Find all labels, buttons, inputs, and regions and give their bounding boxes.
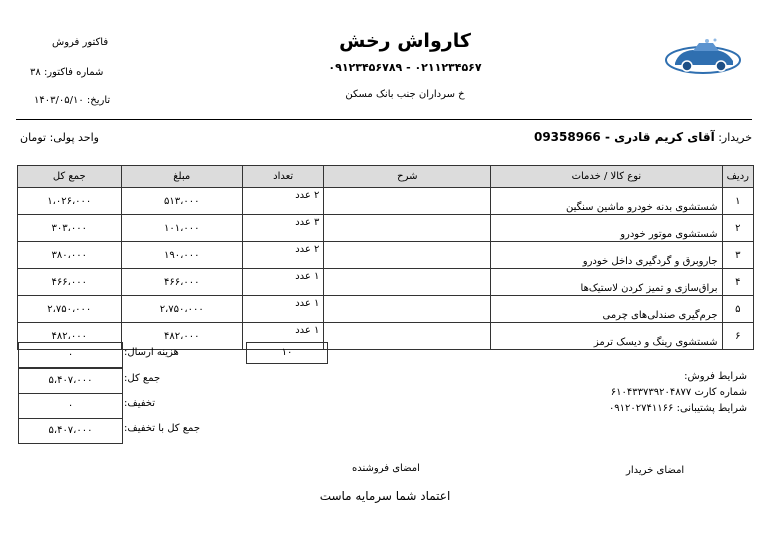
row-total: ۳۸۰،۰۰۰ bbox=[18, 242, 122, 269]
row-number: ۵ bbox=[722, 296, 753, 323]
row-item: جرم‌گیری صندلی‌های چرمی bbox=[491, 296, 722, 323]
subtotal-label: جمع کل: bbox=[124, 373, 161, 384]
currency-value: تومان bbox=[20, 131, 47, 144]
row-total: ۴۸۲،۰۰۰ bbox=[18, 323, 122, 350]
invoice-number-value: ۳۸ bbox=[30, 67, 41, 78]
row-amount: ۵۱۳،۰۰۰ bbox=[121, 188, 242, 215]
header-divider bbox=[16, 119, 752, 120]
grand-total-value: ۵،۴۰۷،۰۰۰ bbox=[18, 418, 123, 444]
invoice-date-value: ۱۴۰۳/۰۵/۱۰ bbox=[34, 95, 84, 106]
table-header-row bbox=[18, 166, 754, 188]
header-desc: شرح bbox=[324, 166, 491, 188]
row-item: براق‌سازی و تمیز کردن لاستیک‌ها bbox=[491, 269, 722, 296]
company-phones: ۰۹۱۲۳۴۵۶۷۸۹ - ۰۲۱۱۲۳۴۵۶۷ bbox=[328, 61, 482, 74]
invoice-number bbox=[30, 67, 103, 78]
shipping-label: هزینه ارسال: bbox=[124, 347, 179, 358]
row-item: شستشوی بدنه خودرو ماشین سنگین bbox=[491, 188, 722, 215]
row-total: ۳۰۳،۰۰۰ bbox=[18, 215, 122, 242]
document-type: فاکتور فروش bbox=[52, 37, 109, 48]
row-number: ۶ bbox=[722, 323, 753, 350]
items-table bbox=[17, 165, 754, 350]
grand-total-label: جمع کل با تخفیف: bbox=[124, 423, 201, 434]
row-desc bbox=[324, 269, 491, 296]
table-row bbox=[18, 188, 754, 215]
discount-value: ۰ bbox=[18, 393, 123, 419]
header-amount: مبلغ bbox=[121, 166, 242, 188]
header-qty: تعداد bbox=[242, 166, 324, 188]
row-qty: ۲ عدد bbox=[242, 188, 324, 215]
currency-info bbox=[20, 131, 99, 144]
row-desc bbox=[324, 323, 491, 350]
row-item: شستشوی رینگ و دیسک ترمز bbox=[491, 323, 722, 350]
terms-card: شماره کارت ۶۱۰۴۳۳۷۳۹۲۰۴۸۷۷ bbox=[610, 387, 747, 398]
row-total: ۴۶۶،۰۰۰ bbox=[18, 269, 122, 296]
shipping-cost: ۰ bbox=[18, 342, 123, 368]
row-qty: ۱ عدد bbox=[242, 296, 324, 323]
row-number: ۳ bbox=[722, 242, 753, 269]
invoice-date bbox=[34, 95, 110, 106]
seller-signature: امضای فروشنده bbox=[352, 463, 420, 474]
row-number: ۴ bbox=[722, 269, 753, 296]
currency-label: واحد پولی: bbox=[49, 131, 99, 144]
header-total: جمع کل bbox=[18, 166, 122, 188]
invoice-date-label: تاریخ: bbox=[86, 95, 111, 106]
row-total: ۱،۰۲۶،۰۰۰ bbox=[18, 188, 122, 215]
header-row: ردیف bbox=[722, 166, 753, 188]
row-number: ۱ bbox=[722, 188, 753, 215]
buyer-info bbox=[534, 130, 752, 144]
company-title: کارواش رخش bbox=[339, 30, 471, 52]
row-amount: ۴۶۶،۰۰۰ bbox=[121, 269, 242, 296]
row-desc bbox=[324, 242, 491, 269]
row-amount: ۱۰۱،۰۰۰ bbox=[121, 215, 242, 242]
buyer-signature: امضای خریدار bbox=[626, 465, 685, 476]
terms-support: شرایط پشتیبانی: ۰۹۱۲۰۲۷۴۱۱۶۶ bbox=[608, 403, 747, 414]
table-row bbox=[18, 269, 754, 296]
terms-title: شرایط فروش: bbox=[684, 371, 747, 382]
table-row bbox=[18, 242, 754, 269]
header-item: نوع کالا / خدمات bbox=[491, 166, 722, 188]
company-address: خ سرداران جنب بانک مسکن bbox=[345, 89, 465, 100]
row-amount: ۴۸۲،۰۰۰ bbox=[121, 323, 242, 350]
table-row bbox=[18, 215, 754, 242]
discount-label: تخفیف: bbox=[124, 398, 156, 409]
footer-slogan: اعتماد شما سرمایه ماست bbox=[319, 489, 451, 503]
table-row bbox=[18, 323, 754, 350]
row-desc bbox=[324, 296, 491, 323]
row-item: جاروبرق و گردگیری داخل خودرو bbox=[491, 242, 722, 269]
buyer-name: آقای کریم قادری - 09358966 bbox=[533, 130, 715, 144]
row-desc bbox=[324, 188, 491, 215]
quantity-total: ۱۰ bbox=[246, 342, 328, 364]
table-row bbox=[18, 296, 754, 323]
row-qty: ۲ عدد bbox=[242, 242, 324, 269]
car-logo-icon bbox=[663, 37, 743, 81]
row-number: ۲ bbox=[722, 215, 753, 242]
subtotal-value: ۵،۴۰۷،۰۰۰ bbox=[18, 368, 123, 394]
row-qty: ۱ عدد bbox=[242, 323, 324, 350]
invoice-number-label: شماره فاکتور: bbox=[43, 67, 104, 78]
row-desc bbox=[324, 215, 491, 242]
buyer-label: خریدار: bbox=[718, 131, 752, 144]
row-amount: ۲،۷۵۰،۰۰۰ bbox=[121, 296, 242, 323]
row-qty: ۱ عدد bbox=[242, 269, 324, 296]
row-item: شستشوی موتور خودرو bbox=[491, 215, 722, 242]
row-total: ۲،۷۵۰،۰۰۰ bbox=[18, 296, 122, 323]
row-qty: ۳ عدد bbox=[242, 215, 324, 242]
row-amount: ۱۹۰،۰۰۰ bbox=[121, 242, 242, 269]
